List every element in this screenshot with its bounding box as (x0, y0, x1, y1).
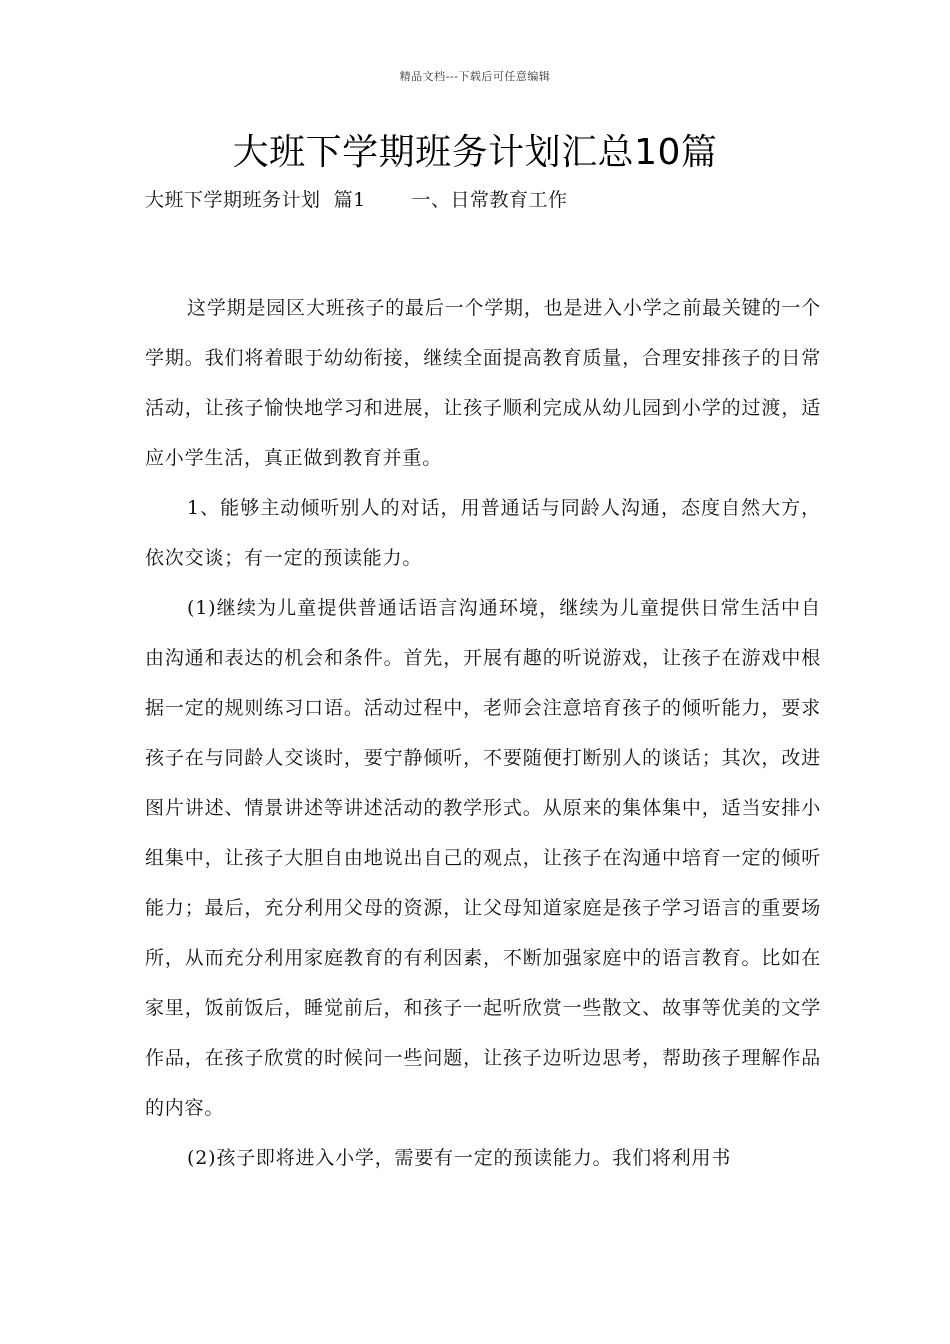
document-body (145, 283, 821, 1183)
document-title: 大班下学期班务计划汇总10篇 (232, 132, 718, 173)
paragraph-item-2: (2)孩子即将进入小学，需要有一定的预读能力。我们将利用书 (187, 1147, 732, 1169)
paragraph-intro: 这学期是园区大班孩子的最后一个学期，也是进入小学之前最关键的一个学期。我们将着眼于幼幼衔接，继续全面提高教育质量，合理安排孩子的日常活动，让孩子愉快地学习和进展，让孩子顺利完成从幼儿园到小学的过渡，适应小学生活，真正做到教育并重。 (145, 297, 821, 469)
section-subtitle: 大班下学期班务计划 篇1 一、日常教育工作 (145, 189, 568, 211)
paragraph-item-1: (1)继续为儿童提供普通话语言沟通环境，继续为儿童提供日常生活中自由沟通和表达的机会和条件。首先，开展有趣的听说游戏，让孩子在游戏中根据一定的规则练习口语。活动过程中，老师会注意培育孩子的倾听能力，要求孩子在与同龄人交谈时，要宁静倾听，不要随便打断别人的谈话；其次，改进图片讲述、情景讲述等讲述活动的教学形式。从原来的集体集中，适当安排小组集中，让孩子大胆自由地说出自己的观点，让孩子在沟通中培育一定的倾听能力；最后，充分利用父母的资源，让父母知道家庭是孩子学习语言的重要场所，从而充分利用家庭教育的有利因素，不断加强家庭中的语言教育。比如在家里，饭前饭后，睡觉前后，和孩子一起听欣赏一些散文、故事等优美的文学作品，在孩子欣赏的时候问一些问题，让孩子边听边思考，帮助孩子理解作品的内容。 (145, 597, 821, 1119)
paragraph-goal-1: 1、能够主动倾听别人的对话，用普通话与同龄人沟通，态度自然大方，依次交谈；有一定的预读能力。 (145, 497, 821, 569)
page-header: 精品文档---下载后可任意编辑 (399, 70, 551, 83)
